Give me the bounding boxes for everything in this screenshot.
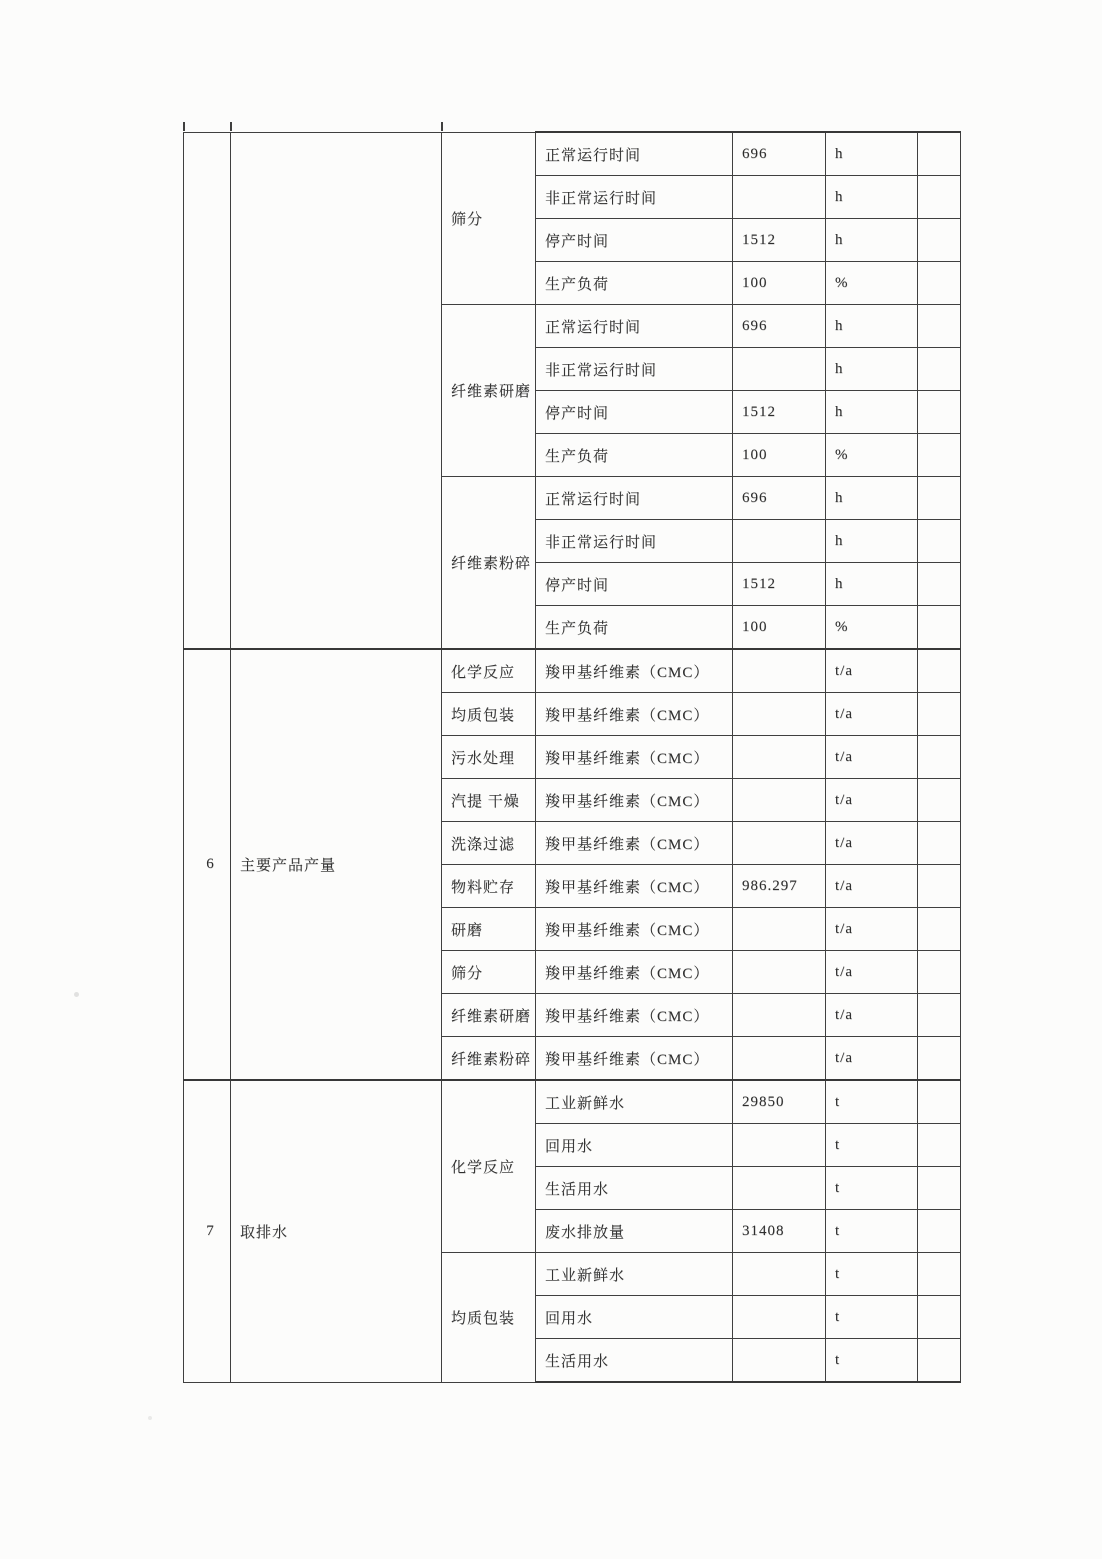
- extra-cell: [918, 736, 961, 779]
- item-cell: 羧甲基纤维素（CMC）: [536, 908, 733, 951]
- extra-cell: [918, 348, 961, 391]
- unit-cell: t: [826, 1124, 918, 1167]
- value-cell: [733, 736, 826, 779]
- unit-cell: t: [826, 1253, 918, 1296]
- item-cell: 生产负荷: [536, 434, 733, 477]
- extra-cell: [918, 951, 961, 994]
- item-cell: 回用水: [536, 1124, 733, 1167]
- table-rule-stub: [183, 122, 185, 131]
- table-row: [184, 649, 961, 693]
- unit-cell: t: [826, 1339, 918, 1383]
- process-cell: 化学反应: [442, 649, 536, 693]
- item-cell: 羧甲基纤维素（CMC）: [536, 693, 733, 736]
- value-cell: [733, 1167, 826, 1210]
- item-cell: 生活用水: [536, 1339, 733, 1383]
- value-cell: [733, 822, 826, 865]
- process-cell: 纤维素粉碎: [442, 1037, 536, 1081]
- section-number-cell: [184, 132, 231, 649]
- production-operations-table: [183, 131, 961, 1383]
- value-cell: 696: [733, 305, 826, 348]
- unit-cell: h: [826, 477, 918, 520]
- unit-cell: t/a: [826, 1037, 918, 1081]
- item-cell: 羧甲基纤维素（CMC）: [536, 822, 733, 865]
- value-cell: 29850: [733, 1080, 826, 1124]
- item-cell: 羧甲基纤维素（CMC）: [536, 1037, 733, 1081]
- value-cell: [733, 520, 826, 563]
- value-cell: 986.297: [733, 865, 826, 908]
- value-cell: 696: [733, 477, 826, 520]
- extra-cell: [918, 1253, 961, 1296]
- section-category-cell: [231, 132, 442, 649]
- extra-cell: [918, 1167, 961, 1210]
- process-cell: 洗涤过滤: [442, 822, 536, 865]
- process-cell: 均质包装: [442, 1253, 536, 1383]
- extra-cell: [918, 477, 961, 520]
- item-cell: 停产时间: [536, 563, 733, 606]
- extra-cell: [918, 1124, 961, 1167]
- value-cell: [733, 649, 826, 693]
- item-cell: 非正常运行时间: [536, 520, 733, 563]
- extra-cell: [918, 779, 961, 822]
- extra-cell: [918, 1037, 961, 1081]
- scan-speck: [148, 1416, 152, 1420]
- process-cell: 纤维素研磨: [442, 994, 536, 1037]
- extra-cell: [918, 649, 961, 693]
- process-cell: 化学反应: [442, 1080, 536, 1253]
- value-cell: 31408: [733, 1210, 826, 1253]
- unit-cell: %: [826, 606, 918, 650]
- unit-cell: t/a: [826, 649, 918, 693]
- unit-cell: h: [826, 219, 918, 262]
- section-category-cell: 取排水: [231, 1080, 442, 1382]
- process-cell: 污水处理: [442, 736, 536, 779]
- extra-cell: [918, 606, 961, 650]
- unit-cell: t/a: [826, 994, 918, 1037]
- item-cell: 停产时间: [536, 391, 733, 434]
- extra-cell: [918, 865, 961, 908]
- unit-cell: t/a: [826, 908, 918, 951]
- unit-cell: h: [826, 563, 918, 606]
- item-cell: 生产负荷: [536, 262, 733, 305]
- extra-cell: [918, 391, 961, 434]
- value-cell: [733, 908, 826, 951]
- value-cell: [733, 176, 826, 219]
- value-cell: [733, 951, 826, 994]
- value-cell: 1512: [733, 219, 826, 262]
- item-cell: 回用水: [536, 1296, 733, 1339]
- item-cell: 非正常运行时间: [536, 348, 733, 391]
- section-number-cell: 6: [184, 649, 231, 1080]
- extra-cell: [918, 1080, 961, 1124]
- table-rule-stub: [441, 122, 443, 131]
- value-cell: 100: [733, 434, 826, 477]
- process-cell: 筛分: [442, 951, 536, 994]
- value-cell: 100: [733, 262, 826, 305]
- unit-cell: h: [826, 132, 918, 176]
- item-cell: 工业新鲜水: [536, 1080, 733, 1124]
- unit-cell: t: [826, 1210, 918, 1253]
- item-cell: 非正常运行时间: [536, 176, 733, 219]
- section-number-cell: 7: [184, 1080, 231, 1382]
- value-cell: [733, 1037, 826, 1081]
- value-cell: [733, 348, 826, 391]
- value-cell: [733, 1253, 826, 1296]
- unit-cell: h: [826, 348, 918, 391]
- value-cell: [733, 1339, 826, 1383]
- item-cell: 废水排放量: [536, 1210, 733, 1253]
- item-cell: 正常运行时间: [536, 132, 733, 176]
- table-row: [184, 1080, 961, 1124]
- value-cell: 100: [733, 606, 826, 650]
- table-row: [184, 132, 961, 176]
- extra-cell: [918, 219, 961, 262]
- unit-cell: h: [826, 391, 918, 434]
- value-cell: [733, 994, 826, 1037]
- process-cell: 汽提 干燥: [442, 779, 536, 822]
- extra-cell: [918, 822, 961, 865]
- value-cell: [733, 779, 826, 822]
- item-cell: 正常运行时间: [536, 305, 733, 348]
- unit-cell: h: [826, 176, 918, 219]
- process-cell: 研磨: [442, 908, 536, 951]
- unit-cell: t/a: [826, 865, 918, 908]
- extra-cell: [918, 994, 961, 1037]
- extra-cell: [918, 520, 961, 563]
- unit-cell: h: [826, 520, 918, 563]
- extra-cell: [918, 1210, 961, 1253]
- extra-cell: [918, 1339, 961, 1383]
- extra-cell: [918, 563, 961, 606]
- value-cell: 1512: [733, 563, 826, 606]
- extra-cell: [918, 132, 961, 176]
- item-cell: 工业新鲜水: [536, 1253, 733, 1296]
- value-cell: 696: [733, 132, 826, 176]
- item-cell: 正常运行时间: [536, 477, 733, 520]
- unit-cell: t/a: [826, 693, 918, 736]
- item-cell: 羧甲基纤维素（CMC）: [536, 865, 733, 908]
- extra-cell: [918, 434, 961, 477]
- unit-cell: t/a: [826, 736, 918, 779]
- process-cell: 均质包装: [442, 693, 536, 736]
- extra-cell: [918, 176, 961, 219]
- extra-cell: [918, 1296, 961, 1339]
- item-cell: 羧甲基纤维素（CMC）: [536, 951, 733, 994]
- unit-cell: t: [826, 1080, 918, 1124]
- item-cell: 羧甲基纤维素（CMC）: [536, 994, 733, 1037]
- item-cell: 停产时间: [536, 219, 733, 262]
- unit-cell: %: [826, 434, 918, 477]
- item-cell: 生产负荷: [536, 606, 733, 650]
- unit-cell: h: [826, 305, 918, 348]
- item-cell: 羧甲基纤维素（CMC）: [536, 779, 733, 822]
- value-cell: [733, 693, 826, 736]
- process-cell: 纤维素粉碎: [442, 477, 536, 650]
- extra-cell: [918, 908, 961, 951]
- process-cell: 物料贮存: [442, 865, 536, 908]
- extra-cell: [918, 262, 961, 305]
- extra-cell: [918, 305, 961, 348]
- item-cell: 羧甲基纤维素（CMC）: [536, 649, 733, 693]
- item-cell: 生活用水: [536, 1167, 733, 1210]
- unit-cell: t/a: [826, 779, 918, 822]
- section-category-cell: 主要产品产量: [231, 649, 442, 1080]
- process-cell: 筛分: [442, 132, 536, 305]
- scan-speck: [74, 992, 79, 997]
- table-rule-stub: [230, 122, 232, 131]
- value-cell: 1512: [733, 391, 826, 434]
- unit-cell: t/a: [826, 822, 918, 865]
- item-cell: 羧甲基纤维素（CMC）: [536, 736, 733, 779]
- unit-cell: t/a: [826, 951, 918, 994]
- unit-cell: %: [826, 262, 918, 305]
- process-cell: 纤维素研磨: [442, 305, 536, 477]
- unit-cell: t: [826, 1167, 918, 1210]
- value-cell: [733, 1124, 826, 1167]
- value-cell: [733, 1296, 826, 1339]
- extra-cell: [918, 693, 961, 736]
- unit-cell: t: [826, 1296, 918, 1339]
